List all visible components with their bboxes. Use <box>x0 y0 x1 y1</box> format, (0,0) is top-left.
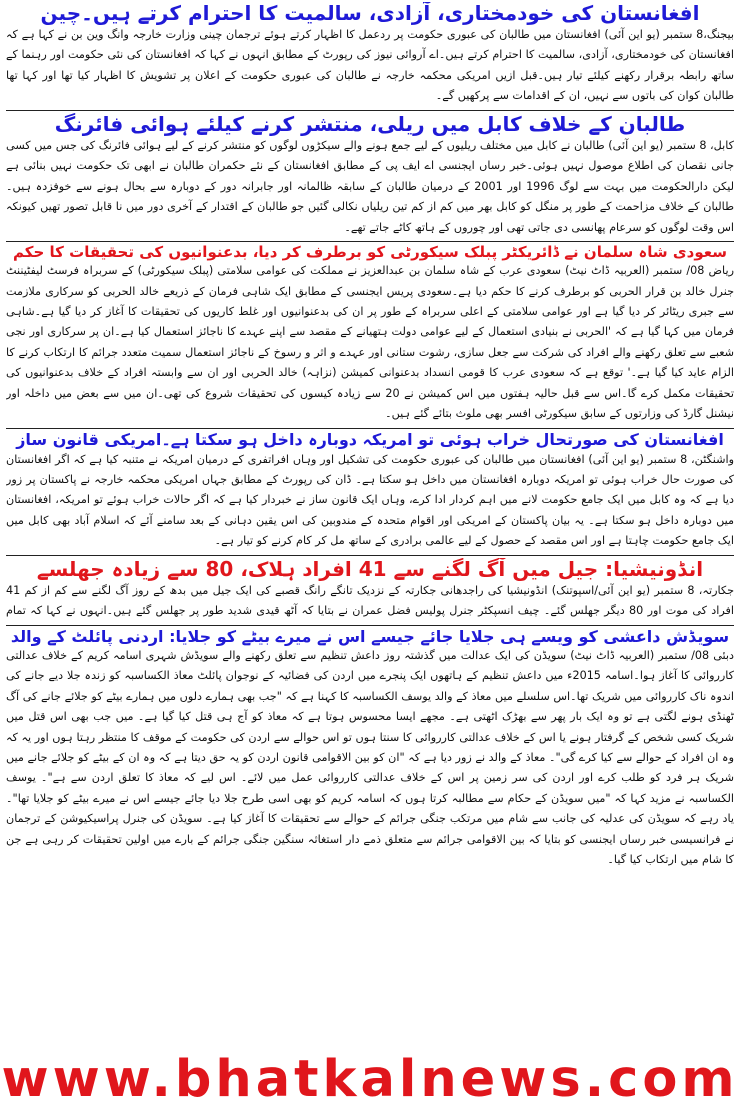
divider <box>6 555 734 556</box>
divider <box>6 625 734 626</box>
headline: افغانستان کی خودمختاری، آزادی، سالمیت کا احترام کرتے ہیں۔چین <box>40 2 700 25</box>
headline: طالبان کے خلاف کابل میں ریلی، منتشر کرنے کیلئے ہوائی فائرنگ <box>54 113 686 136</box>
headline: افغانستان کی صورتحال خراب ہوئی تو امریکہ دوبارہ داخل ہو سکتا ہے۔امریکی قانون ساز <box>16 431 724 450</box>
website-url-banner: www.bhatkalnews.com <box>1 1050 739 1109</box>
article-saudi-security-chief <box>6 244 734 425</box>
article-kabul-rally <box>6 113 734 238</box>
headline: سویڈش داعشی کو ویسے ہی جلایا جائے جیسے اس نے میرے بیٹے کو جلایا: اردنی پائلٹ کے والد <box>10 627 730 646</box>
article-body: بیجنگ،8 ستمبر (یو این آئی) افغانستان میں طالبان کی عبوری حکومت پر ردعمل کا اظہار کرتے ہوئے ترجمان چینی وزارت خارجہ وانگ وین بن نے کہا ہے کہ افغانستان کی خودمختاری، آزادی، سالمیت کا احترام کرتے ہیں۔اے آروائی نیوز کی رپورٹ کے مطابق انہوں نے کہا کہ افغانستان کی نئی حکومت اور رہنما کے ساتھ رابطہ برقرار رکھنے کیلئے تیار ہیں۔قبل ازیں امریکی محکمہ خارجہ نے طالبان کی عبوری حکومت کے اعلان پر تشویش کا اظہار کیا تھا اور کہا تھا طالبان کوان کی باتوں سے نہیں، ان کے اقدامات سے پرکھیں گے۔ <box>6 28 734 103</box>
divider <box>6 110 734 111</box>
article-body: دبئی 08/ ستمبر (العربیہ ڈاٹ نیٹ) سویڈن کی ایک عدالت میں گذشتہ روز داعش تنظیم سے تعلق رکھنے والے سویڈش شہری اسامہ کریم کے خلاف عدالتی کارروائی کا آغاز ہوا۔اسامہ 2015ء میں داعش تنظیم کے ہاتھوں ایک پنجرے میں اردن کی فضائیہ کے نوجوان پائلٹ معاذ الکساسبہ کو زندہ جلا دیے جانے کی اندوہ ناک کارروائی میں شریک تھا۔اس سلسلے میں معاذ کے والد یوسف الکساسبہ کا کہنا ہے کہ "جب بھی ہمارے دلوں میں ہمارے بیٹے کو جلائے جانے کی آگ ٹھنڈی ہونے لگتی ہے تو وہ ایک بار پھر سے بھڑک اٹھتی ہے۔ مجھے ایسا محسوس ہوتا ہے کہ معاذ کو آج ہی قتل کیا گیا ہے۔ میں جب بھی اس قتل میں شریک کسی شخص کے گرفتار ہونے یا اس کے خلاف عدالتی کارروائی کا سنتا ہوں تو اس حوالے سے اردن کی حکومت کے موقف کا منتظر رہتا ہوں اور یہ کہ وہ ان افراد کے حوالے سے کیا کرے گی"۔ معاذ کے والد نے زور دیا ہے کہ "ان کو بین الاقوامی قانون اردن کو یہ حق دیتا ہے کہ وہ ان کے بیٹے کو جلائے جانے میں شریک ہر فرد کو طلب کرے اور اردن کی سر زمین پر اس کے خلاف عدالتی کارروائی عمل میں لائے۔ اس لیے کہ معاذ کا تعلق اردن سے ہے"۔ یوسف الکساسبہ نے مزید کہا کہ "میں سویڈن کے حکام سے مطالبہ کرتا ہوں کہ اسامہ کریم کو بھی اسی طرح جلا دیا جائے جیسے اس نے میرے بیٹے کو جلایا تھا"۔ یاد رہے کہ سویڈن کی عدلیہ کی جانب سے شام میں مرتکب جنگی جرائم کے حوالے سے تحقیقات کا آغاز کیا ہے۔ سویڈن کی جنرل پراسیکیوشن کے ترجمان نے فرانسیسی خبر رساں ایجنسی کو بتایا کہ بین الاقوامی جرائم سے متعلق ذمے دار استغاثہ سنگین جنگی جرائم کے بارے میں اولین تحقیقات کر رہی ہے جن کا شام میں ارتکاب کیا گیا۔ <box>6 649 734 867</box>
headline: سعودی شاہ سلمان نے ڈائریکٹر پبلک سیکورٹی کو برطرف کر دیا، بدعنوانیوں کی تحقیقات کا حکم <box>13 244 727 261</box>
divider <box>6 428 734 429</box>
article-indonesia-fire <box>6 558 734 622</box>
article-jordanian-pilot <box>6 628 734 871</box>
article-body: واشنگٹن، 8 ستمبر (یو این آئی) افغانستان میں طالبان کی عبوری حکومت کی تشکیل اور وہاں افراتفری کے درمیان امریکہ نے متنبہ کیا ہے کہ اگر افغانستان کی صورت حال خراب ہوئی تو امریکہ دوبارہ افغانستان میں داخل ہو سکتا ہے۔ ڈان کی رپورٹ کے مطابق جہاں امریکی محکمہ خارجہ نے پاکستان پر زور دیا ہے کہ وہ کابل میں ایک جامع حکومت لانے میں اہم کردار ادا کرے، وہاں ایک قانون ساز نے خبردار کیا ہے کہ اگر حالات خراب ہوئے تو امریکہ، افغانستان میں دوبارہ داخل ہو سکتا ہے۔ یہ بیان پاکستان کے امریکی اور اقوام متحدہ کے مندوبین کی اس یقین دہانی کے بعد سامنے آئے کہ اسلام آباد بھی کابل میں ایک جامع حکومت چاہتا ہے اور اس مقصد کے حصول کے لیے عالمی برادری کے ساتھ مل کر کام کرنے کو تیار ہے۔ <box>6 452 734 548</box>
headline: انڈونیشیا: جیل میں آگ لگنے سے 41 افراد ہلاک، 80 سے زیادہ جھلسے <box>36 557 704 581</box>
article-body: ریاض 08/ ستمبر (العربیہ ڈاٹ نیٹ) سعودی عرب کے شاہ سلمان بن عبدالعزیز نے مملکت کی عوامی سلامتی (پبلک سیکورٹی) کے سربراہ فرسٹ لیفٹیننٹ جنرل خالد بن قرار الحربی کو برطرف کرنے کا حکم دیا ہے۔سعودی پریس ایجنسی کے مطابق ایک شاہی فرمان کے ذریعے خالد الحربی کو سرکاری ملازمت سے جبری ریٹائر کر دیا گیا ہے اور عوامی سلامتی کے اعلی سربراہ کے طور پر ان کی بدعنوانیوں اور غلط کاریوں کی تحقیقات کا آغاز کر دیا گیا ہے۔شاہی فرمان میں کہا گیا ہے کہ 'الحربی نے بنیادی استعمال کے لیے عوامی دولت ہتھیانے کے مقصد سے اپنے عہدے کا ناجائز استعمال کیا ہے۔ان پر سرکاری اور نجی شعبے سے تعلق رکھنے والے افراد کی شرکت سے جعل سازی، رشوت ستانی اور عہدے و اثر و رسوخ کے ناجائز استعمال سمیت متعدد جرائم کا ارتکاب کرنے کا الزام عاید کیا گیا ہے۔' توقع ہے کہ سعودی عرب کا قومی انسداد بدعنوانی کمیشن (نزاہہ) خالد الحربی اور ان سے وابستہ افراد کے خلاف بدعنوانیوں کی تحقیقات مکمل کرے گا۔اس سے قبل حالیہ ہفتوں میں اس کمیشن نے 20 سے زیادہ کیسوں کی تحقیقات شروع کی تھی۔ان میں سے بعض میں داخلہ اور نیشنل گارڈ کی وزارتوں کے سابق سیکورٹی افسر بھی ملوث بتائے گئے ہیں۔ <box>6 264 734 421</box>
article-body: جکارتہ، 8 ستمبر (یو این آئی/اسپوتنک) انڈونیشیا کی راجدھانی جکارتہ کے نزدیک تانگے رانگ قصبے کی ایک جیل میں بدھ کے روز آگ لگنے سے کم از کم 41 افراد کی موت اور 80 دیگر جھلس گئے۔ چیف انسپکٹر جنرل پولیس فضل عمران نے بتایا کہ آٹھ قیدی شدید طور پر جھلس گئے ہیں۔انہوں نے کہا کہ تمام <box>6 583 734 618</box>
article-us-lawmaker <box>6 431 734 551</box>
article-china-afghanistan <box>6 2 734 107</box>
article-body: کابل، 8 ستمبر (یو این آئی) طالبان نے کابل میں مختلف ریلیوں کے لیے جمع ہونے والے سیکڑوں لوگوں کو منتشر کرنے کے لیے ہوائی فائرنگ کی جس میں کسی جانی نقصان کی اطلاع موصول نہیں ہوئی۔خبر رساں ایجنسی اے ایف پی کے مطابق افغانستان کے نئے حکمران طالبان نے ابھی تک حکومت نہیں بنائی ہے لیکن دارالحکومت میں بہت سے لوگ 1996 اور 2001 کے درمیان طالبان کے سابقہ ظالمانہ اور جابرانہ دور کے دوبارہ سے بحال ہونے سے خوفزدہ ہیں۔طالبان کے خلاف مزاحمت کے طور پر منگل کو کابل بھر میں کم از کم تین ریلیاں نکالی گئیں جو طالبان کے اقتدار کے آخری دور میں نا قابل تصور تھیں کیونکہ اس وقت لوگوں کو سرعام پھانسی دی جاتی تھی اور چوروں کے ہاتھ کاٹے جاتے تھے۔ <box>6 139 734 234</box>
divider <box>6 241 734 242</box>
